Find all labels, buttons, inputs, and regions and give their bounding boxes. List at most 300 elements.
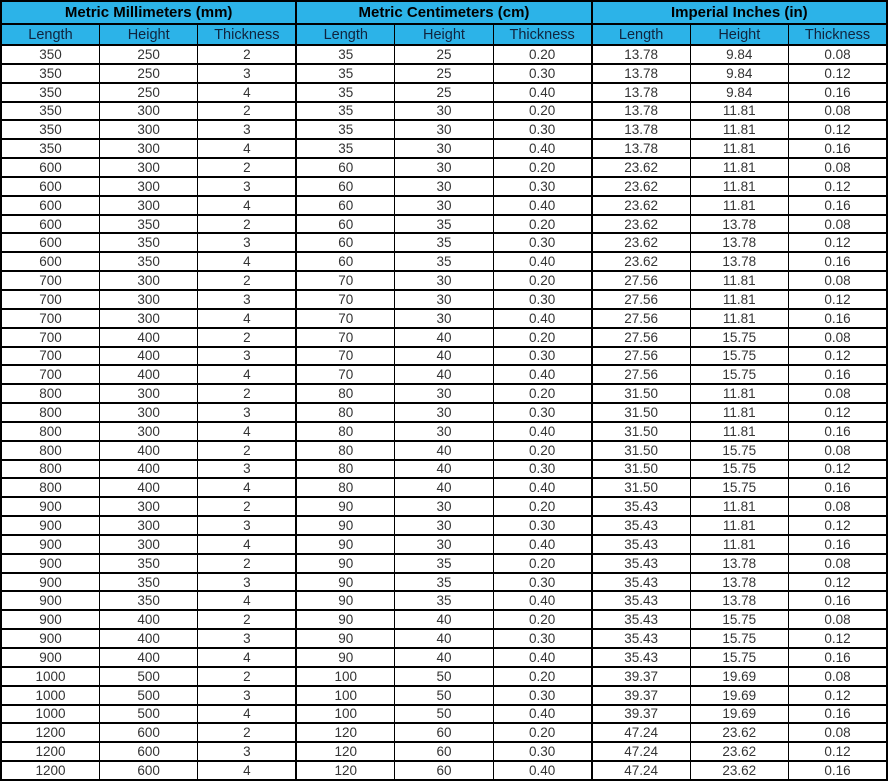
table-row xyxy=(1,83,887,102)
table-cell: 31.50 xyxy=(592,460,690,479)
table-row xyxy=(1,347,887,366)
table-cell: 30 xyxy=(395,102,493,121)
table-cell: 2 xyxy=(198,667,296,686)
table-cell: 9.84 xyxy=(690,45,788,64)
table-cell: 600 xyxy=(1,215,99,234)
table-cell: 800 xyxy=(1,384,99,403)
table-cell: 35.43 xyxy=(592,573,690,592)
table-cell: 400 xyxy=(99,328,197,347)
table-cell: 15.75 xyxy=(690,365,788,384)
column-header-length-mm: Length xyxy=(1,24,99,45)
table-cell: 80 xyxy=(296,422,394,441)
table-cell: 60 xyxy=(296,196,394,215)
table-header xyxy=(1,1,887,45)
table-row xyxy=(1,215,887,234)
table-cell: 30 xyxy=(395,403,493,422)
table-cell: 0.16 xyxy=(789,478,888,497)
table-row xyxy=(1,761,887,780)
table-row xyxy=(1,742,887,761)
table-cell: 400 xyxy=(99,629,197,648)
table-cell: 11.81 xyxy=(690,290,788,309)
table-cell: 90 xyxy=(296,497,394,516)
table-cell: 11.81 xyxy=(690,158,788,177)
table-cell: 350 xyxy=(99,573,197,592)
table-cell: 11.81 xyxy=(690,102,788,121)
table-cell: 0.20 xyxy=(493,497,591,516)
table-cell: 800 xyxy=(1,403,99,422)
table-cell: 0.16 xyxy=(789,761,888,780)
table-cell: 4 xyxy=(198,422,296,441)
table-cell: 0.30 xyxy=(493,233,591,252)
table-cell: 0.16 xyxy=(789,422,888,441)
table-cell: 35 xyxy=(395,252,493,271)
table-cell: 4 xyxy=(198,705,296,724)
table-cell: 600 xyxy=(1,233,99,252)
column-header-length-cm: Length xyxy=(296,24,394,45)
table-row xyxy=(1,723,887,742)
table-cell: 600 xyxy=(99,761,197,780)
table-cell: 4 xyxy=(198,365,296,384)
table-cell: 300 xyxy=(99,290,197,309)
table-cell: 350 xyxy=(99,215,197,234)
table-cell: 30 xyxy=(395,196,493,215)
table-cell: 0.20 xyxy=(493,610,591,629)
table-cell: 0.12 xyxy=(789,64,888,83)
table-row xyxy=(1,573,887,592)
table-cell: 11.81 xyxy=(690,516,788,535)
table-cell: 4 xyxy=(198,139,296,158)
table-cell: 0.30 xyxy=(493,347,591,366)
table-cell: 3 xyxy=(198,516,296,535)
table-cell: 300 xyxy=(99,158,197,177)
table-cell: 600 xyxy=(1,177,99,196)
table-cell: 0.08 xyxy=(789,667,888,686)
table-cell: 0.12 xyxy=(789,573,888,592)
table-cell: 600 xyxy=(1,196,99,215)
group-header-mm: Metric Millimeters (mm) xyxy=(1,1,296,24)
table-cell: 19.69 xyxy=(690,686,788,705)
table-cell: 0.16 xyxy=(789,83,888,102)
table-cell: 80 xyxy=(296,403,394,422)
table-row xyxy=(1,686,887,705)
table-cell: 2 xyxy=(198,328,296,347)
table-cell: 13.78 xyxy=(690,215,788,234)
group-header-row xyxy=(1,1,887,24)
table-cell: 1000 xyxy=(1,667,99,686)
table-cell: 0.20 xyxy=(493,441,591,460)
table-cell: 0.20 xyxy=(493,328,591,347)
table-cell: 1200 xyxy=(1,761,99,780)
table-cell: 2 xyxy=(198,723,296,742)
table-cell: 25 xyxy=(395,64,493,83)
column-header-thickness-in: Thickness xyxy=(789,24,888,45)
table-cell: 900 xyxy=(1,648,99,667)
table-cell: 120 xyxy=(296,761,394,780)
table-cell: 3 xyxy=(198,573,296,592)
table-cell: 0.20 xyxy=(493,102,591,121)
table-cell: 90 xyxy=(296,648,394,667)
table-cell: 0.12 xyxy=(789,403,888,422)
table-cell: 0.40 xyxy=(493,309,591,328)
table-cell: 15.75 xyxy=(690,610,788,629)
table-cell: 900 xyxy=(1,629,99,648)
table-cell: 4 xyxy=(198,196,296,215)
table-cell: 0.16 xyxy=(789,535,888,554)
table-cell: 70 xyxy=(296,328,394,347)
table-cell: 0.20 xyxy=(493,723,591,742)
table-cell: 15.75 xyxy=(690,648,788,667)
table-cell: 23.62 xyxy=(592,233,690,252)
table-cell: 3 xyxy=(198,403,296,422)
table-cell: 0.40 xyxy=(493,422,591,441)
table-cell: 4 xyxy=(198,252,296,271)
table-cell: 400 xyxy=(99,610,197,629)
table-row xyxy=(1,102,887,121)
table-cell: 40 xyxy=(395,365,493,384)
table-cell: 27.56 xyxy=(592,290,690,309)
table-cell: 13.78 xyxy=(592,45,690,64)
column-header-thickness-cm: Thickness xyxy=(493,24,591,45)
table-cell: 3 xyxy=(198,64,296,83)
table-cell: 0.20 xyxy=(493,45,591,64)
table-cell: 40 xyxy=(395,460,493,479)
table-cell: 19.69 xyxy=(690,667,788,686)
table-cell: 0.30 xyxy=(493,64,591,83)
table-cell: 100 xyxy=(296,667,394,686)
table-cell: 120 xyxy=(296,742,394,761)
table-cell: 350 xyxy=(1,45,99,64)
table-row xyxy=(1,403,887,422)
table-cell: 4 xyxy=(198,535,296,554)
table-cell: 900 xyxy=(1,554,99,573)
table-cell: 0.20 xyxy=(493,667,591,686)
table-cell: 13.78 xyxy=(592,83,690,102)
table-cell: 0.40 xyxy=(493,365,591,384)
table-cell: 600 xyxy=(99,742,197,761)
table-cell: 30 xyxy=(395,290,493,309)
table-cell: 30 xyxy=(395,497,493,516)
table-cell: 27.56 xyxy=(592,309,690,328)
table-row xyxy=(1,45,887,64)
table-cell: 350 xyxy=(1,83,99,102)
table-cell: 900 xyxy=(1,610,99,629)
table-cell: 13.78 xyxy=(690,573,788,592)
table-cell: 0.12 xyxy=(789,686,888,705)
table-cell: 2 xyxy=(198,384,296,403)
table-cell: 300 xyxy=(99,309,197,328)
table-cell: 35 xyxy=(395,233,493,252)
table-cell: 0.20 xyxy=(493,271,591,290)
table-cell: 500 xyxy=(99,686,197,705)
table-cell: 35 xyxy=(395,591,493,610)
table-cell: 31.50 xyxy=(592,441,690,460)
table-row xyxy=(1,233,887,252)
table-cell: 13.78 xyxy=(690,591,788,610)
table-cell: 300 xyxy=(99,497,197,516)
table-cell: 0.12 xyxy=(789,460,888,479)
table-cell: 27.56 xyxy=(592,328,690,347)
table-cell: 31.50 xyxy=(592,384,690,403)
table-cell: 0.08 xyxy=(789,102,888,121)
table-cell: 350 xyxy=(99,554,197,573)
table-cell: 80 xyxy=(296,478,394,497)
table-cell: 0.40 xyxy=(493,139,591,158)
table-row xyxy=(1,384,887,403)
table-cell: 700 xyxy=(1,290,99,309)
table-cell: 500 xyxy=(99,667,197,686)
table-cell: 1200 xyxy=(1,723,99,742)
table-cell: 90 xyxy=(296,610,394,629)
column-header-height-in: Height xyxy=(690,24,788,45)
table-cell: 60 xyxy=(395,723,493,742)
table-cell: 0.40 xyxy=(493,705,591,724)
table-cell: 1000 xyxy=(1,705,99,724)
table-row xyxy=(1,535,887,554)
table-cell: 11.81 xyxy=(690,139,788,158)
table-cell: 900 xyxy=(1,573,99,592)
table-cell: 350 xyxy=(1,102,99,121)
table-cell: 500 xyxy=(99,705,197,724)
table-row xyxy=(1,422,887,441)
table-cell: 0.30 xyxy=(493,629,591,648)
table-cell: 90 xyxy=(296,629,394,648)
table-cell: 3 xyxy=(198,120,296,139)
table-cell: 39.37 xyxy=(592,705,690,724)
table-cell: 0.30 xyxy=(493,403,591,422)
table-cell: 39.37 xyxy=(592,686,690,705)
table-cell: 23.62 xyxy=(592,177,690,196)
table-cell: 300 xyxy=(99,139,197,158)
table-row xyxy=(1,252,887,271)
table-cell: 47.24 xyxy=(592,723,690,742)
table-cell: 35.43 xyxy=(592,610,690,629)
table-cell: 0.16 xyxy=(789,365,888,384)
table-cell: 60 xyxy=(296,215,394,234)
table-cell: 2 xyxy=(198,441,296,460)
table-cell: 0.16 xyxy=(789,648,888,667)
column-header-height-cm: Height xyxy=(395,24,493,45)
table-cell: 400 xyxy=(99,478,197,497)
table-cell: 35.43 xyxy=(592,497,690,516)
table-cell: 3 xyxy=(198,686,296,705)
table-cell: 0.30 xyxy=(493,516,591,535)
table-cell: 35 xyxy=(296,102,394,121)
table-cell: 60 xyxy=(395,761,493,780)
table-cell: 3 xyxy=(198,347,296,366)
table-row xyxy=(1,441,887,460)
table-cell: 11.81 xyxy=(690,497,788,516)
table-cell: 4 xyxy=(198,83,296,102)
table-cell: 4 xyxy=(198,478,296,497)
table-cell: 0.08 xyxy=(789,271,888,290)
table-cell: 3 xyxy=(198,629,296,648)
table-row xyxy=(1,667,887,686)
table-cell: 600 xyxy=(99,723,197,742)
table-cell: 0.08 xyxy=(789,554,888,573)
table-cell: 15.75 xyxy=(690,478,788,497)
table-row xyxy=(1,309,887,328)
table-row xyxy=(1,120,887,139)
table-cell: 9.84 xyxy=(690,83,788,102)
table-cell: 2 xyxy=(198,158,296,177)
table-cell: 23.62 xyxy=(690,761,788,780)
table-cell: 27.56 xyxy=(592,365,690,384)
table-cell: 31.50 xyxy=(592,478,690,497)
table-cell: 35 xyxy=(296,83,394,102)
table-cell: 4 xyxy=(198,648,296,667)
table-cell: 0.08 xyxy=(789,610,888,629)
table-cell: 19.69 xyxy=(690,705,788,724)
table-cell: 0.08 xyxy=(789,45,888,64)
table-row xyxy=(1,610,887,629)
table-cell: 23.62 xyxy=(690,742,788,761)
table-cell: 35.43 xyxy=(592,535,690,554)
table-cell: 90 xyxy=(296,535,394,554)
table-cell: 90 xyxy=(296,554,394,573)
table-cell: 1000 xyxy=(1,686,99,705)
table-cell: 11.81 xyxy=(690,422,788,441)
table-cell: 30 xyxy=(395,177,493,196)
table-cell: 35.43 xyxy=(592,591,690,610)
table-cell: 13.78 xyxy=(592,102,690,121)
table-cell: 0.08 xyxy=(789,328,888,347)
table-cell: 350 xyxy=(1,120,99,139)
table-cell: 0.08 xyxy=(789,215,888,234)
table-cell: 0.16 xyxy=(789,705,888,724)
table-cell: 50 xyxy=(395,667,493,686)
table-cell: 0.30 xyxy=(493,686,591,705)
table-cell: 30 xyxy=(395,309,493,328)
table-cell: 9.84 xyxy=(690,64,788,83)
table-cell: 15.75 xyxy=(690,441,788,460)
table-cell: 13.78 xyxy=(690,554,788,573)
table-cell: 13.78 xyxy=(690,233,788,252)
table-cell: 23.62 xyxy=(592,158,690,177)
column-header-length-in: Length xyxy=(592,24,690,45)
table-cell: 60 xyxy=(296,233,394,252)
table-cell: 2 xyxy=(198,45,296,64)
table-cell: 35.43 xyxy=(592,554,690,573)
table-row xyxy=(1,516,887,535)
table-cell: 35.43 xyxy=(592,629,690,648)
table-cell: 15.75 xyxy=(690,328,788,347)
table-cell: 2 xyxy=(198,610,296,629)
table-row xyxy=(1,177,887,196)
table-row xyxy=(1,365,887,384)
table-cell: 30 xyxy=(395,120,493,139)
table-cell: 0.16 xyxy=(789,591,888,610)
table-cell: 35 xyxy=(296,45,394,64)
table-cell: 0.12 xyxy=(789,233,888,252)
table-row xyxy=(1,629,887,648)
table-cell: 0.30 xyxy=(493,573,591,592)
table-cell: 120 xyxy=(296,723,394,742)
table-cell: 35 xyxy=(296,139,394,158)
table-row xyxy=(1,648,887,667)
table-cell: 40 xyxy=(395,478,493,497)
table-cell: 250 xyxy=(99,45,197,64)
table-cell: 13.78 xyxy=(592,139,690,158)
table-cell: 700 xyxy=(1,309,99,328)
table-cell: 0.40 xyxy=(493,83,591,102)
table-cell: 50 xyxy=(395,686,493,705)
table-cell: 0.12 xyxy=(789,347,888,366)
table-cell: 0.40 xyxy=(493,535,591,554)
table-cell: 400 xyxy=(99,365,197,384)
table-cell: 70 xyxy=(296,290,394,309)
table-cell: 30 xyxy=(395,516,493,535)
table-cell: 400 xyxy=(99,460,197,479)
table-cell: 11.81 xyxy=(690,535,788,554)
table-cell: 3 xyxy=(198,742,296,761)
table-cell: 600 xyxy=(1,158,99,177)
column-header-height-mm: Height xyxy=(99,24,197,45)
table-cell: 350 xyxy=(1,64,99,83)
table-cell: 0.12 xyxy=(789,516,888,535)
table-row xyxy=(1,497,887,516)
table-cell: 60 xyxy=(395,742,493,761)
table-cell: 1200 xyxy=(1,742,99,761)
table-cell: 40 xyxy=(395,347,493,366)
table-cell: 0.20 xyxy=(493,554,591,573)
table-cell: 70 xyxy=(296,365,394,384)
table-cell: 700 xyxy=(1,328,99,347)
table-cell: 300 xyxy=(99,196,197,215)
table-cell: 35 xyxy=(296,64,394,83)
table-cell: 4 xyxy=(198,309,296,328)
table-cell: 0.12 xyxy=(789,120,888,139)
table-cell: 15.75 xyxy=(690,629,788,648)
table-cell: 23.62 xyxy=(592,252,690,271)
table-row xyxy=(1,271,887,290)
table-cell: 800 xyxy=(1,478,99,497)
table-cell: 30 xyxy=(395,535,493,554)
table-cell: 11.81 xyxy=(690,177,788,196)
table-cell: 25 xyxy=(395,83,493,102)
table-cell: 300 xyxy=(99,403,197,422)
group-header-in: Imperial Inches (in) xyxy=(592,1,887,24)
table-cell: 25 xyxy=(395,45,493,64)
table-cell: 250 xyxy=(99,64,197,83)
table-cell: 70 xyxy=(296,271,394,290)
table-cell: 50 xyxy=(395,705,493,724)
table-cell: 0.16 xyxy=(789,309,888,328)
table-cell: 39.37 xyxy=(592,667,690,686)
table-cell: 100 xyxy=(296,686,394,705)
table-cell: 27.56 xyxy=(592,347,690,366)
table-cell: 3 xyxy=(198,460,296,479)
table-cell: 47.24 xyxy=(592,761,690,780)
table-cell: 70 xyxy=(296,347,394,366)
table-cell: 400 xyxy=(99,441,197,460)
table-cell: 0.08 xyxy=(789,497,888,516)
table-row xyxy=(1,554,887,573)
table-cell: 60 xyxy=(296,252,394,271)
table-cell: 600 xyxy=(1,252,99,271)
table-cell: 23.62 xyxy=(592,215,690,234)
table-cell: 90 xyxy=(296,591,394,610)
table-cell: 27.56 xyxy=(592,271,690,290)
table-row xyxy=(1,64,887,83)
table-cell: 0.40 xyxy=(493,761,591,780)
group-header-cm: Metric Centimeters (cm) xyxy=(296,1,591,24)
table-cell: 0.16 xyxy=(789,252,888,271)
table-row xyxy=(1,705,887,724)
table-cell: 400 xyxy=(99,648,197,667)
table-cell: 300 xyxy=(99,422,197,441)
table-row xyxy=(1,591,887,610)
table-cell: 300 xyxy=(99,271,197,290)
